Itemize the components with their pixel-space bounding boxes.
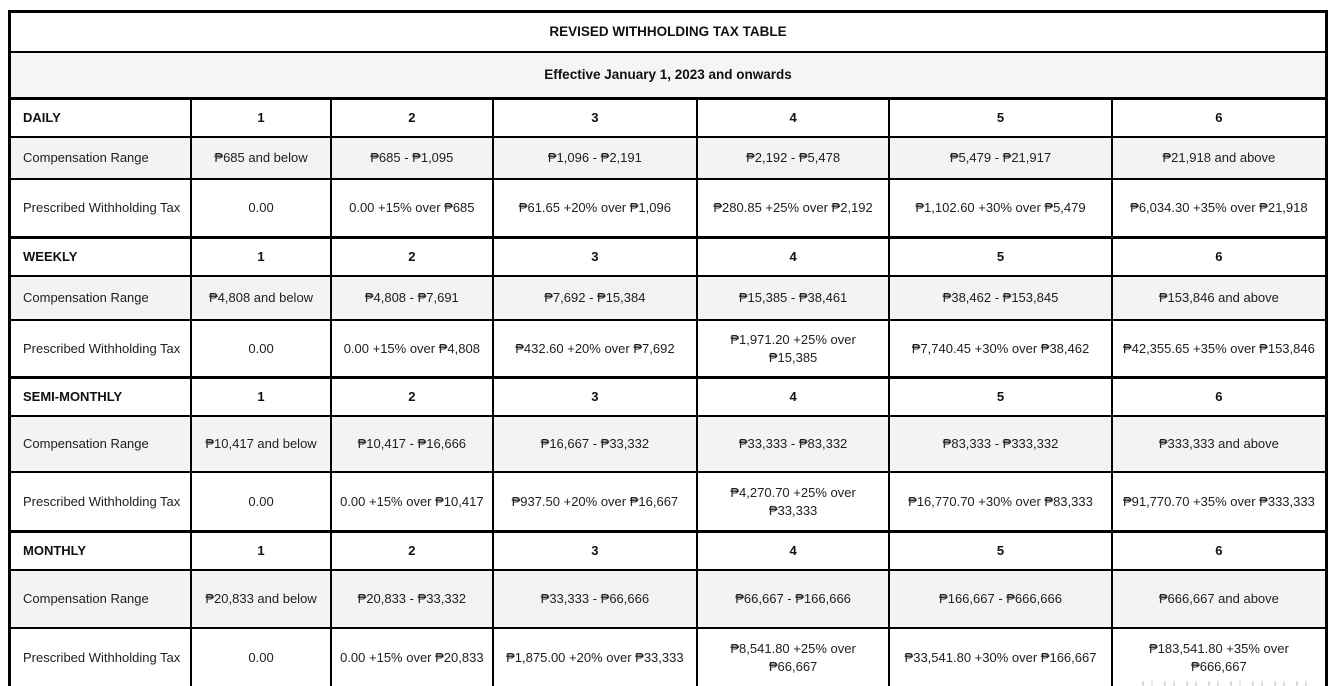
row-label-tax: Prescribed Withholding Tax xyxy=(10,179,192,238)
compensation-row-monthly xyxy=(10,570,1327,628)
tax-cell: ₱42,355.65 +35% over ₱153,846 xyxy=(1112,320,1327,378)
row-label-compensation: Compensation Range xyxy=(10,416,192,472)
tax-row-monthly xyxy=(10,628,1327,686)
compensation-cell: ₱10,417 and below xyxy=(191,416,331,472)
bracket-number: 3 xyxy=(493,238,697,277)
tax-cell: ₱937.50 +20% over ₱16,667 xyxy=(493,472,697,532)
bracket-number: 6 xyxy=(1112,378,1327,417)
compensation-cell: ₱5,479 - ₱21,917 xyxy=(889,137,1112,179)
period-label-daily: DAILY xyxy=(10,99,192,138)
tax-cell: ₱91,770.70 +35% over ₱333,333 xyxy=(1112,472,1327,532)
page-title: REVISED WITHHOLDING TAX TABLE xyxy=(10,12,1327,53)
tax-cell: 0.00 xyxy=(191,179,331,238)
compensation-cell: ₱153,846 and above xyxy=(1112,276,1327,320)
compensation-cell: ₱666,667 and above xyxy=(1112,570,1327,628)
compensation-cell: ₱10,417 - ₱16,666 xyxy=(331,416,493,472)
bracket-number: 1 xyxy=(191,238,331,277)
section-header-weekly xyxy=(10,238,1327,277)
tax-cell: ₱16,770.70 +30% over ₱83,333 xyxy=(889,472,1112,532)
tax-cell: 0.00 xyxy=(191,320,331,378)
bracket-number: 1 xyxy=(191,378,331,417)
row-label-tax: Prescribed Withholding Tax xyxy=(10,472,192,532)
bracket-number: 3 xyxy=(493,99,697,138)
bracket-number: 5 xyxy=(889,238,1112,277)
compensation-row-daily xyxy=(10,137,1327,179)
bracket-number: 2 xyxy=(331,238,493,277)
compensation-cell: ₱1,096 - ₱2,191 xyxy=(493,137,697,179)
compensation-cell: ₱4,808 - ₱7,691 xyxy=(331,276,493,320)
tax-cell: ₱8,541.80 +25% over ₱66,667 xyxy=(697,628,889,686)
tax-cell: ₱6,034.30 +35% over ₱21,918 xyxy=(1112,179,1327,238)
tax-cell: 0.00 xyxy=(191,628,331,686)
compensation-cell: ₱685 - ₱1,095 xyxy=(331,137,493,179)
compensation-cell: ₱21,918 and above xyxy=(1112,137,1327,179)
tax-cell: 0.00 +15% over ₱685 xyxy=(331,179,493,238)
section-header-daily xyxy=(10,99,1327,138)
bracket-number: 5 xyxy=(889,532,1112,571)
bracket-number: 4 xyxy=(697,99,889,138)
row-label-compensation: Compensation Range xyxy=(10,276,192,320)
withholding-tax-table xyxy=(8,10,1328,686)
cut-off-text-fragment xyxy=(1142,681,1312,686)
compensation-row-weekly xyxy=(10,276,1327,320)
compensation-cell: ₱333,333 and above xyxy=(1112,416,1327,472)
bracket-number: 3 xyxy=(493,532,697,571)
tax-row-semi-monthly xyxy=(10,472,1327,532)
tax-cell: ₱61.65 +20% over ₱1,096 xyxy=(493,179,697,238)
compensation-cell: ₱66,667 - ₱166,666 xyxy=(697,570,889,628)
bracket-number: 4 xyxy=(697,378,889,417)
tax-cell: 0.00 +15% over ₱20,833 xyxy=(331,628,493,686)
compensation-cell: ₱4,808 and below xyxy=(191,276,331,320)
period-label-monthly: MONTHLY xyxy=(10,532,192,571)
compensation-cell: ₱166,667 - ₱666,666 xyxy=(889,570,1112,628)
row-label-compensation: Compensation Range xyxy=(10,137,192,179)
section-header-monthly xyxy=(10,532,1327,571)
compensation-cell: ₱38,462 - ₱153,845 xyxy=(889,276,1112,320)
bracket-number: 6 xyxy=(1112,238,1327,277)
compensation-cell: ₱685 and below xyxy=(191,137,331,179)
compensation-row-semi-monthly xyxy=(10,416,1327,472)
compensation-cell: ₱20,833 and below xyxy=(191,570,331,628)
bracket-number: 6 xyxy=(1112,99,1327,138)
bracket-number: 5 xyxy=(889,378,1112,417)
bracket-number: 4 xyxy=(697,238,889,277)
bracket-number: 2 xyxy=(331,99,493,138)
tax-cell: ₱280.85 +25% over ₱2,192 xyxy=(697,179,889,238)
row-label-compensation: Compensation Range xyxy=(10,570,192,628)
tax-row-daily xyxy=(10,179,1327,238)
bracket-number: 1 xyxy=(191,99,331,138)
period-label-weekly: WEEKLY xyxy=(10,238,192,277)
compensation-cell: ₱33,333 - ₱83,332 xyxy=(697,416,889,472)
tax-cell: ₱183,541.80 +35% over ₱666,667 xyxy=(1112,628,1327,686)
compensation-cell: ₱16,667 - ₱33,332 xyxy=(493,416,697,472)
table-subtitle-row xyxy=(10,52,1327,99)
compensation-cell: ₱20,833 - ₱33,332 xyxy=(331,570,493,628)
bracket-number: 3 xyxy=(493,378,697,417)
tax-cell: ₱4,270.70 +25% over ₱33,333 xyxy=(697,472,889,532)
tax-cell: ₱7,740.45 +30% over ₱38,462 xyxy=(889,320,1112,378)
tax-cell: ₱1,971.20 +25% over ₱15,385 xyxy=(697,320,889,378)
bracket-number: 2 xyxy=(331,378,493,417)
tax-cell: 0.00 +15% over ₱10,417 xyxy=(331,472,493,532)
table-title-row xyxy=(10,12,1327,53)
tax-cell: ₱432.60 +20% over ₱7,692 xyxy=(493,320,697,378)
bracket-number: 2 xyxy=(331,532,493,571)
compensation-cell: ₱7,692 - ₱15,384 xyxy=(493,276,697,320)
bracket-number: 4 xyxy=(697,532,889,571)
bracket-number: 5 xyxy=(889,99,1112,138)
tax-cell: ₱33,541.80 +30% over ₱166,667 xyxy=(889,628,1112,686)
section-header-semi-monthly xyxy=(10,378,1327,417)
tax-cell: 0.00 xyxy=(191,472,331,532)
compensation-cell: ₱83,333 - ₱333,332 xyxy=(889,416,1112,472)
tax-cell: ₱1,102.60 +30% over ₱5,479 xyxy=(889,179,1112,238)
row-label-tax: Prescribed Withholding Tax xyxy=(10,628,192,686)
period-label-semi-monthly: SEMI-MONTHLY xyxy=(10,378,192,417)
compensation-cell: ₱15,385 - ₱38,461 xyxy=(697,276,889,320)
row-label-tax: Prescribed Withholding Tax xyxy=(10,320,192,378)
bracket-number: 1 xyxy=(191,532,331,571)
effective-date: Effective January 1, 2023 and onwards xyxy=(10,52,1327,99)
compensation-cell: ₱2,192 - ₱5,478 xyxy=(697,137,889,179)
tax-row-weekly xyxy=(10,320,1327,378)
tax-cell: 0.00 +15% over ₱4,808 xyxy=(331,320,493,378)
compensation-cell: ₱33,333 - ₱66,666 xyxy=(493,570,697,628)
bracket-number: 6 xyxy=(1112,532,1327,571)
tax-cell: ₱1,875.00 +20% over ₱33,333 xyxy=(493,628,697,686)
